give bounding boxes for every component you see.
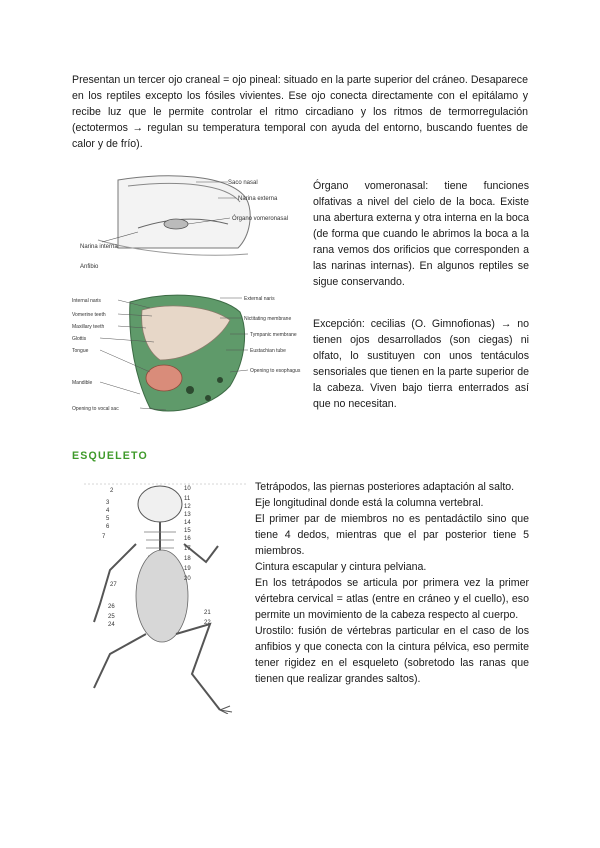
skel-num-right-9: 19 (184, 566, 191, 572)
intro-paragraph: Presentan un tercer ojo craneal = ojo pineal: situado en la parte superior del cráneo. Desaparece en los reptiles excepto los fósiles vivientes. Ese ojo conecta directamente con el epitálamo y recibe luz que le permite controlar el ritmo circadiano y los ritmos de termorregulación (ectotermos → regulan su temperatura temporal con ayuda del entorno, buscando fuentes de calor y de frío). (72, 74, 528, 150)
label-vomerine-teeth: Vomerine teeth (72, 312, 106, 318)
nasal-anatomy-figure (78, 168, 304, 278)
skel-num-left-4: 6 (106, 524, 110, 530)
skel-num-right-8: 18 (184, 556, 191, 562)
frog-skeleton-figure (80, 474, 250, 714)
label-maxillary-teeth: Maxillary teeth (72, 324, 105, 330)
skel-num-left-7: 26 (108, 604, 115, 610)
skel-num-right-4: 14 (184, 520, 191, 526)
label-eustachian-tube: Eustachian tube (250, 348, 286, 354)
skeleton-paragraph: Eje longitudinal donde está la columna vertebral. (255, 497, 484, 509)
label-organo-vomeronasal: Órgano vomeronasal (232, 216, 289, 222)
skel-num-right-0: 10 (184, 486, 191, 492)
skel-num-right-11: 21 (204, 610, 211, 616)
skel-num-left-6: 27 (110, 582, 117, 588)
label-nictitating-membrane: Nictitating membrane (244, 316, 292, 322)
skeleton-paragraph: Urostilo: fusión de vértebras particular en el caso de los anfibios y que conecta con la cintura pélvica, eso permite tener rigidez en el esqueleto (sobretodo las ranas que tienen que realizar grandes saltos). (255, 625, 529, 685)
skel-num-right-3: 13 (184, 512, 191, 518)
skeleton-text-column (255, 479, 529, 687)
skel-num-right-2: 12 (184, 504, 191, 510)
label-tongue: Tongue (72, 348, 89, 354)
skel-num-left-1: 3 (106, 500, 110, 506)
skeleton-paragraph: Tetrápodos, las piernas posteriores adaptación al salto. (255, 481, 515, 493)
skel-num-left-3: 5 (106, 516, 110, 522)
skeleton-paragraph: El primer par de miembros no es pentadáctilo sino que tiene 4 dedos, mientras que el par posterior tiene 5 miembros. (255, 513, 529, 557)
skel-num-right-6: 16 (184, 536, 191, 542)
skel-num-right-7: 17 (184, 546, 191, 552)
skel-num-right-5: 15 (184, 528, 191, 534)
skeleton-heading: ESQUELETO (72, 450, 148, 462)
label-internal-naris: Internal naris (72, 298, 101, 304)
skeleton-paragraph: Cintura escapular y cintura pelviana. (255, 561, 427, 573)
label-external-naris: External naris (244, 296, 275, 302)
frog-mouth-figure (70, 290, 310, 420)
label-mandible: Mandible (72, 380, 93, 386)
skel-num-left-2: 4 (106, 508, 110, 514)
skel-num-left-5: 7 (102, 534, 106, 540)
cecilias-paragraph: Excepción: cecilias (O. Gimnofionas) → no tienen ojos desarrollados (son ciegas) ni olfato, lo sustituyen con unos tentáculos sensoriales que tienen en la parte superior de la cabeza. Viven bajo tierra enterrados así que no necesitan. (313, 318, 529, 410)
skel-num-right-10: 20 (184, 576, 191, 582)
skel-num-left-8: 25 (108, 614, 115, 620)
skel-num-right-12: 22 (204, 620, 211, 626)
label-glottis: Glottis (72, 336, 87, 342)
label-narina-interna: Narina interna (80, 244, 118, 250)
label-narina-externa: Narina externa (238, 196, 278, 202)
label-tympanic-membrane: Tympanic membrane (250, 332, 297, 338)
skeleton-paragraph: En los tetrápodos se articula por primera vez la primer vértebra cervical = atlas (entre en cráneo y el cuello), eso permite un movimiento de la cabeza respecto al cuerpo. (255, 577, 529, 621)
skel-num-right-1: 11 (184, 496, 191, 502)
skel-num-left-0: 2 (110, 488, 114, 494)
label-anfibio: Anfibio (80, 264, 99, 270)
vomeronasal-paragraph: Órgano vomeronasal: tiene funciones olfativas a nivel del cielo de la boca. Existe una abertura externa y otra interna en la boca (de forma que cuando le abrimos la boca a la rana vemos dos orificios que corresponden a las narinas internas). En algunos reptiles se sigue conservando. (313, 180, 529, 288)
label-opening-esophagus: Opening to esophagus (250, 368, 301, 374)
label-opening-vocal-sac: Opening to vocal sac (72, 406, 119, 412)
label-saco-nasal: Saco nasal (228, 180, 258, 186)
skel-num-left-9: 24 (108, 622, 115, 628)
